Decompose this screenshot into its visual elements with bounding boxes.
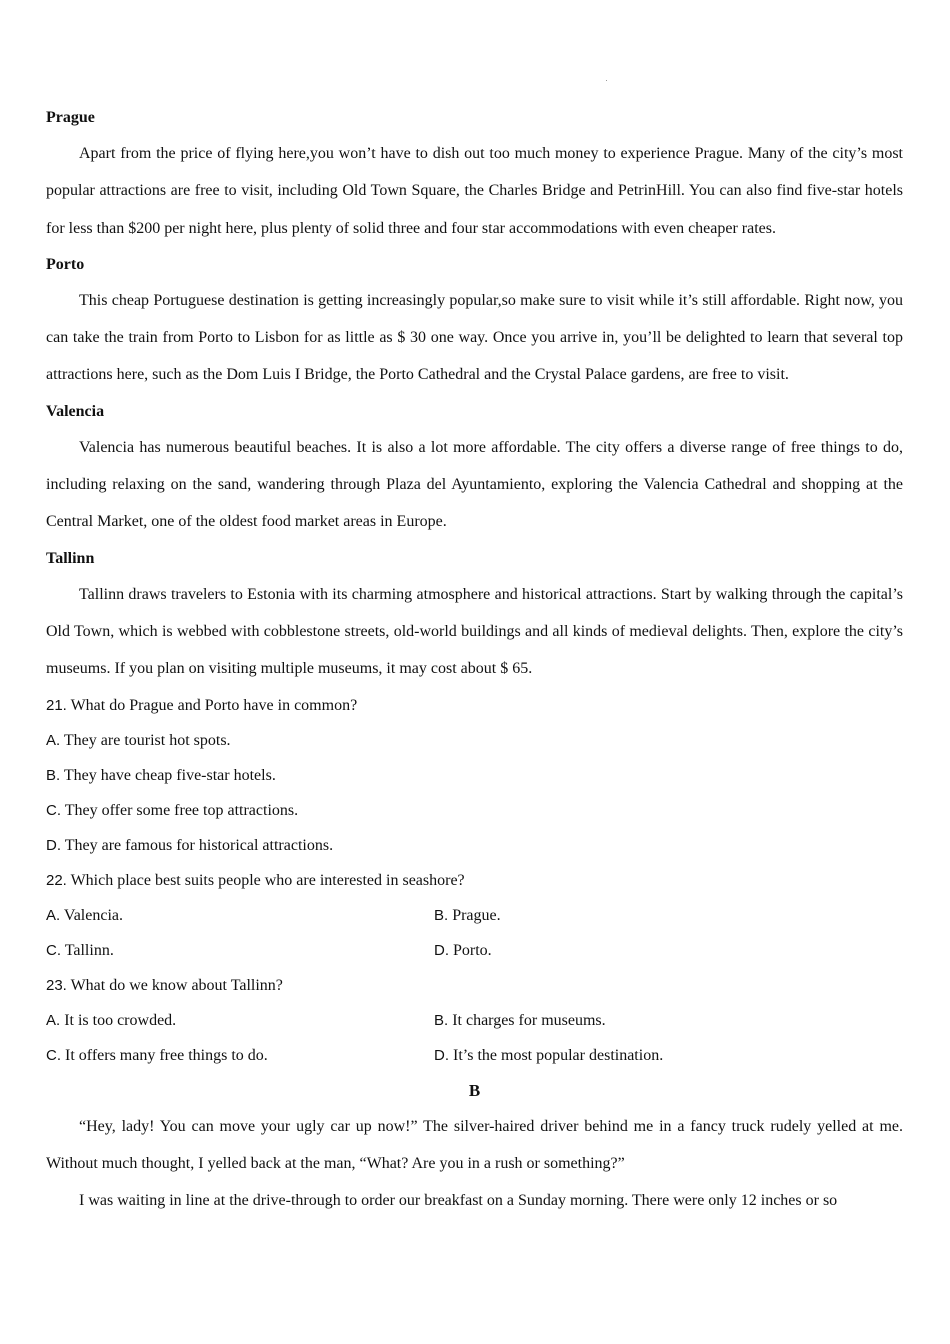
- question-text: What do Prague and Porto have in common?: [70, 696, 358, 714]
- question-number: 22.: [46, 871, 67, 889]
- options-row: [46, 1003, 903, 1038]
- heading-porto: Porto: [46, 255, 85, 273]
- section-b-heading: B: [468, 1080, 481, 1100]
- question-number: 21.: [46, 696, 67, 714]
- paragraph-tallinn: Tallinn draws travelers to Estonia with its charming atmosphere and historical attractions. Start by walking through the capital’s Old Town, which is webbed with cobblestone streets, old-world buildings and all kinds of medieval delights. Then, explore the city’s museums. If you plan on visiting multiple museums, it may cost about $ 65.: [46, 585, 903, 678]
- options-row: [46, 1038, 903, 1073]
- question-22: [46, 863, 903, 898]
- option-23-c: C. It offers many free things to do.: [46, 1046, 268, 1064]
- options-row: [46, 933, 903, 968]
- option-22-c: C. Tallinn.: [46, 941, 114, 959]
- paragraph-prague: Apart from the price of flying here,you won’t have to dish out too much money to experience Prague. Many of the city’s most popular attractions are free to visit, including Old Town Square, the Charles Bridge and PetrinHill. You can also find five-star hotels for less than $200 per night here, plus plenty of solid three and four star accommodations with even cheaper rates.: [46, 145, 903, 237]
- option-23-b: B. It charges for museums.: [434, 1011, 606, 1029]
- option-21-a: A. They are tourist hot spots.: [46, 731, 231, 749]
- option-22-a: A. Valencia.: [46, 906, 123, 924]
- question-number: 23.: [46, 976, 67, 994]
- options-row: [46, 898, 903, 933]
- option-23-d: D. It’s the most popular destination.: [434, 1046, 664, 1064]
- paragraph-b-1: “Hey, lady! You can move your ugly car up now!” The silver-haired driver behind me in a fancy truck rudely yelled at me. Without much thought, I yelled back at the man, “What? Are you in a rush or something?”: [46, 1117, 903, 1172]
- question-21: [46, 688, 903, 723]
- option-21-d: D. They are famous for historical attractions.: [46, 836, 334, 854]
- paragraph-valencia: Valencia has numerous beautiful beaches. It is also a lot more affordable. The city offers a diverse range of free things to do, including relaxing on the sand, wandering through Plaza del Ayuntamiento, exploring the Valencia Cathedral and shopping at the Central Market, one of the oldest food market areas in Europe.: [46, 438, 903, 531]
- question-text: What do we know about Tallinn?: [70, 976, 283, 994]
- paragraph-b-2: I was waiting in line at the drive-through to order our breakfast on a Sunday morning. There were only 12 inches or so: [79, 1192, 838, 1210]
- option-22-b: B. Prague.: [434, 906, 501, 924]
- heading-valencia: Valencia: [46, 402, 105, 420]
- question-text: Which place best suits people who are interested in seashore?: [70, 871, 465, 889]
- option-23-a: A. It is too crowded.: [46, 1011, 177, 1029]
- option-22-d: D. Porto.: [434, 941, 492, 959]
- option-21-b: B. They have cheap five-star hotels.: [46, 766, 276, 784]
- heading-prague: Prague: [46, 109, 95, 126]
- stray-mark: [606, 80, 607, 81]
- question-23: [46, 968, 903, 1003]
- paragraph-porto: This cheap Portuguese destination is getting increasingly popular,so make sure to visit while it’s still affordable. Right now, you can take the train from Porto to Lisbon for as little as $ 30 one way. Once you arrive in, you’ll be delighted to learn that several top attractions here, such as the Dom Luis I Bridge, the Porto Cathedral and the Crystal Palace gardens, are free to visit.: [46, 291, 903, 384]
- option-21-c: C. They offer some free top attractions.: [46, 801, 299, 819]
- heading-tallinn: Tallinn: [46, 549, 95, 567]
- document-page: [46, 100, 903, 1219]
